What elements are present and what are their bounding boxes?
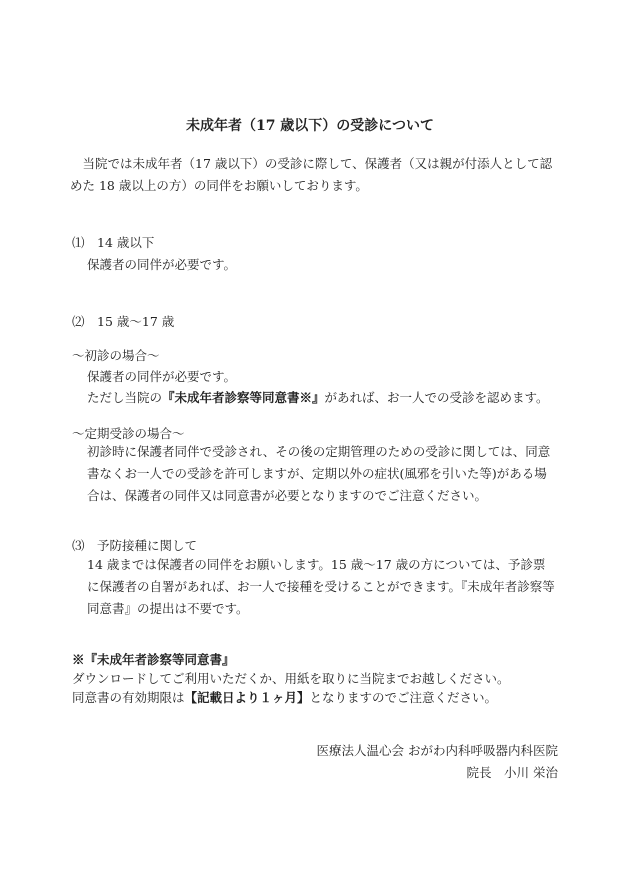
note-line2-pre: 同意書の有効期限は: [72, 690, 185, 705]
section1-body: 保護者の同伴が必要です。: [87, 257, 237, 272]
first-visit-label: ～初診の場合～: [72, 348, 160, 363]
regular-visit-body: 初診時に保護者同伴で受診され、その後の定期管理のための受診に関しては、同意書なくお一人での受診を許可しますが、定期以外の症状(風邪を引いた等)がある場合は、保護者の同伴又は同意書が必要となりますのでご注意ください。: [87, 444, 551, 503]
director-name: 院長 小川 栄治: [466, 765, 558, 780]
validity-period: 【記載日より１ヶ月】: [184, 690, 310, 705]
clinic-name: 医療法人温心会 おがわ内科呼吸器内科医院: [316, 743, 558, 758]
intro-paragraph: 当院では未成年者（17 歳以下）の受診に際して、保護者（又は親が付添人として認めた 18 歳以上の方）の同伴をお願いしております。: [70, 156, 553, 193]
first-visit-line1: 保護者の同伴が必要です。: [87, 369, 237, 384]
document-title: 未成年者（17 歳以下）の受診について: [185, 118, 435, 134]
note-line1: ダウンロードしてご利用いただくか、用紙を取りに当院までお越しください。: [72, 671, 510, 686]
section2-heading: ⑵ 15 歳～17 歳: [72, 314, 175, 329]
note-heading: ※『未成年者診察等同意書』: [72, 652, 235, 667]
regular-visit-label: ～定期受診の場合～: [72, 426, 185, 441]
section1-heading: ⑴ 14 歳以下: [72, 235, 155, 250]
note-line2-post: となりますのでご注意ください。: [309, 690, 498, 705]
note-line2: [72, 689, 497, 707]
first-visit-line2: [87, 389, 549, 407]
consent-form-name: 『未成年者診察等同意書※』: [162, 390, 325, 405]
section3-heading: ⑶ 予防接種に関して: [72, 538, 198, 553]
section3-body: 14 歳までは保護者の同伴をお願いします。15 歳～17 歳の方については、予診票に保護者の自署があれば、お一人で接種を受けることができます。『未成年者診察等同意書』の提出は不要です。: [87, 557, 555, 616]
first-visit-line2-post: があれば、お一人での受診を認めます。: [324, 390, 549, 405]
first-visit-line2-pre: ただし当院の: [87, 390, 163, 405]
